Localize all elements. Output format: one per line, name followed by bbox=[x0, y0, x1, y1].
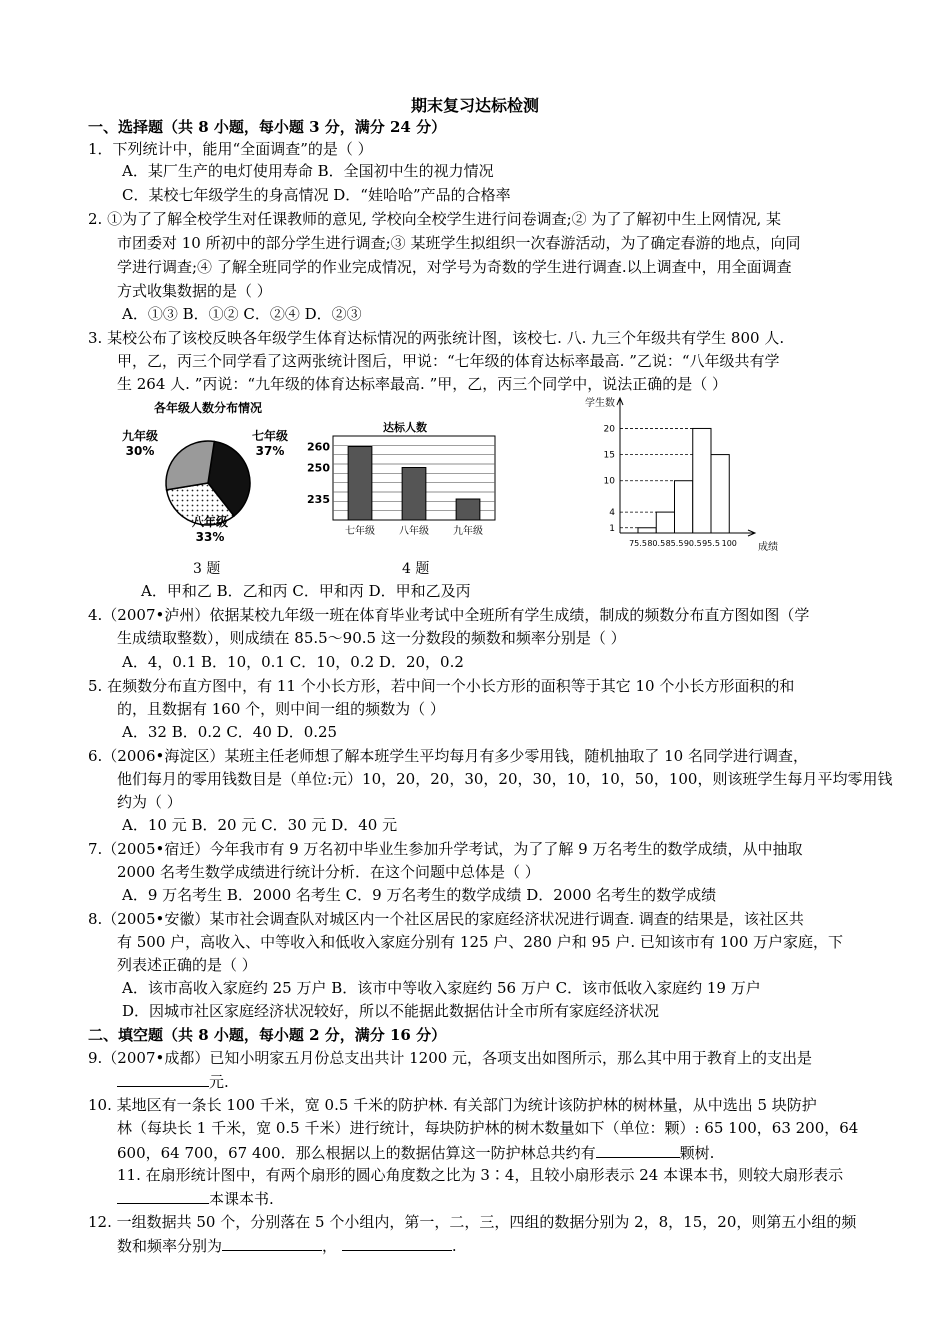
histogram-y-tick: 10 bbox=[603, 476, 615, 487]
q12-blank-2[interactable] bbox=[342, 1234, 452, 1251]
text-line: 2. ①为了了解全校学生对任课教师的意见, 学校向全校学生进行问卷调查;② 为了了解初中生上网情况, 某 bbox=[88, 210, 781, 228]
bar bbox=[348, 447, 372, 521]
pie-slice-label: 九年级 bbox=[121, 429, 159, 443]
text-line: 生成绩取整数），则成绩在 85.5～90.5 这一分数段的频数和频率分别是（ ） bbox=[117, 629, 626, 647]
histogram-bar bbox=[693, 428, 711, 533]
bar bbox=[402, 468, 426, 521]
histogram-bar bbox=[675, 481, 693, 533]
text-line: 他们每月的零用钱数目是（单位:元）10，20，20，30，20，30，10，10，50，100，则该班学生每月平均零用钱 bbox=[117, 770, 893, 788]
text-line: 生 264 人. ”丙说：“九年级的体育达标率最高. ”甲，乙，丙三个同学中，说法正确的是（ ） bbox=[117, 375, 728, 393]
histogram-bar bbox=[711, 455, 729, 533]
pie-title: 各年级人数分布情况 bbox=[153, 401, 263, 415]
text-line: 3. 某校公布了该校反映各年级学生体育达标情况的两张统计图，该校七. 八. 九三个年级共有学生 800 人. bbox=[88, 329, 785, 347]
histogram-y-tick: 1 bbox=[609, 523, 615, 534]
text-line: 约为（ ） bbox=[117, 793, 182, 811]
text-line: 2000 名考生数学成绩进行统计分析．在这个问题中总体是（ ） bbox=[117, 863, 540, 881]
pie-slice-pct: 37% bbox=[255, 444, 285, 458]
pie-slices bbox=[166, 441, 250, 525]
q10-blank[interactable] bbox=[596, 1141, 680, 1158]
text-line: 12. 一组数据共 50 个，分别落在 5 个小组内，第一，二，三，四组的数据分别为 2，8，15，20，则第五小组的频 bbox=[88, 1213, 857, 1231]
bar-y-tick: 250 bbox=[307, 461, 330, 475]
bar-y-tick: 235 bbox=[307, 493, 330, 506]
pie-slice bbox=[166, 441, 214, 490]
pie-chart bbox=[110, 398, 315, 548]
text-line: 市团委对 10 所初中的部分学生进行调查;③ 某班学生拟组织一次春游活动，为了确定春游的地点，向同 bbox=[117, 234, 801, 252]
text-line: 6.（2006•海淀区）某班主任老师想了解本班学生平均每月有多少零用钱，随机抽取了 10 名同学进行调查， bbox=[88, 747, 808, 765]
text-line: A．甲和乙 B．乙和丙 C．甲和丙 D．甲和乙及丙 bbox=[141, 582, 471, 600]
text-line: 7.（2005•宿迁）今年我市有 9 万名初中毕业生参加升学考试，为了了解 9 万名考生的数学成绩，从中抽取 bbox=[88, 840, 803, 858]
text-line: A．4，0.1 B．10，0.1 C．10，0.2 D．20，0.2 bbox=[122, 653, 464, 671]
q9-answer-line: 元. bbox=[117, 1070, 229, 1093]
text-line: D．因城市社区家庭经济状况较好，所以不能据此数据估计全市所有家庭经济状况 bbox=[122, 1002, 660, 1020]
text-line: A．10 元 B．20 元 C．30 元 D．40 元 bbox=[122, 816, 398, 834]
section-heading: 二、填空题（共 8 小题，每小题 2 分，满分 16 分） bbox=[88, 1026, 447, 1044]
bar bbox=[456, 499, 480, 520]
text-line: A．9 万名考生 B．2000 名考生 C．9 万名考生的数学成绩 D．2000 名考生的数学成绩 bbox=[122, 886, 717, 904]
fig4-caption: 4 题 bbox=[402, 561, 430, 577]
bar-y-tick: 260 bbox=[307, 440, 330, 454]
text-line: 列表述正确的是（ ） bbox=[117, 956, 257, 974]
text-line: A．①③ B．①② C．②④ D．②③ bbox=[122, 305, 362, 323]
text-line: 8.（2005•安徽）某市社会调查队对城区内一个社区居民的家庭经济状况进行调查. 调查的结果是，该社区共 bbox=[88, 910, 804, 928]
q11-answer-line: 本课本书. bbox=[117, 1187, 274, 1210]
histogram-y-tick: 15 bbox=[603, 450, 615, 461]
histogram-x-tick: 95.5 bbox=[702, 539, 720, 548]
histogram-x-tick: 75.5 bbox=[629, 539, 647, 548]
fig3-caption: 3 题 bbox=[193, 561, 221, 577]
text-line: C．某校七年级学生的身高情况 D．“娃哈哈”产品的合格率 bbox=[122, 186, 511, 204]
bar-x-labels bbox=[345, 524, 483, 537]
pie-slice-pct: 33% bbox=[195, 530, 225, 544]
text-line: 5. 在频数分布直方图中，有 11 个小长方形，若中间一个小长方形的面积等于其它 10 个小长方形面积的和 bbox=[88, 677, 795, 695]
pie-slice-pct: 30% bbox=[125, 444, 155, 458]
q9-blank[interactable] bbox=[117, 1070, 209, 1087]
bar-chart bbox=[305, 414, 505, 546]
histogram-x-tick: 90.5 bbox=[683, 539, 702, 548]
bar-y-ticks bbox=[307, 441, 330, 507]
histogram-ylabel: 学生数 bbox=[585, 398, 615, 409]
bar-marks bbox=[348, 447, 480, 521]
text-line: A．某厂生产的电灯使用寿命 B．全国初中生的视力情况 bbox=[122, 162, 494, 180]
page-title: 期末复习达标检测 bbox=[410, 96, 539, 115]
histogram-y-tick: 4 bbox=[609, 508, 615, 519]
bar-category-label: 七年级 bbox=[345, 526, 375, 537]
text-line: 10. 某地区有一条长 100 千米，宽 0.5 千米的防护林. 有关部门为统计该防护林的树林量，从中选出 5 块防护 bbox=[88, 1096, 817, 1114]
histogram-xlabel: 成绩 bbox=[758, 542, 778, 553]
text-line: 方式收集数据的是（ ） bbox=[117, 282, 272, 300]
histogram-bar bbox=[656, 512, 674, 533]
bar-category-label: 九年级 bbox=[453, 526, 483, 537]
pie-slice-label: 七年级 bbox=[251, 429, 289, 443]
text-line: 有 500 户，高收入、中等收入和低收入家庭分别有 125 户、280 户和 95 户. 已知该市有 100 万户家庭，下 bbox=[117, 933, 844, 951]
pie-slice-label: 八年级 bbox=[191, 515, 229, 529]
q12-blank-1[interactable] bbox=[222, 1234, 322, 1251]
histogram-bar bbox=[638, 528, 656, 533]
histogram-x-tick: 100 bbox=[721, 539, 737, 548]
bar-title: 达标人数 bbox=[383, 421, 427, 434]
text-line: 1．下列统计中，能用“全面调查”的是（ ） bbox=[88, 140, 373, 158]
histogram bbox=[575, 390, 795, 558]
section-heading: 一、选择题（共 8 小题，每小题 3 分，满分 24 分） bbox=[88, 118, 447, 136]
histogram-x-tick: 80.5 bbox=[647, 539, 666, 548]
text-line: A．该市高收入家庭约 25 万户 B．该市中等收入家庭约 56 万户 C．该市低收入家庭约 19 万户 bbox=[122, 979, 761, 997]
text-line: 4.（2007•泸州）依据某校九年级一班在体育毕业考试中全班所有学生成绩，制成的频数分布直方图如图（学 bbox=[88, 606, 810, 624]
q11-blank[interactable] bbox=[117, 1187, 209, 1204]
histogram-x-tick: 85.5 bbox=[665, 539, 684, 548]
text-line: 学进行调查;④ 了解全班同学的作业完成情况，对学号为奇数的学生进行调查.以上调查中，用全面调查 bbox=[117, 258, 792, 276]
q12-answer-line: 数和频率分别为 ， . bbox=[117, 1234, 457, 1257]
histogram-y-tick: 20 bbox=[603, 424, 615, 435]
q10-answer-line: 600，64 700，67 400．那么根据以上的数据估算这一防护林总共约有 颗树. bbox=[117, 1141, 714, 1164]
bar-category-label: 八年级 bbox=[399, 526, 429, 537]
text-line: 的，且数据有 160 个，则中间一组的频数为（ ） bbox=[117, 700, 445, 718]
text-line: A．32 B．0.2 C．40 D．0.25 bbox=[122, 723, 338, 741]
text-line: 9.（2007•成都）已知小明家五月份总支出共计 1200 元，各项支出如图所示，那么其中用于教育上的支出是 bbox=[88, 1049, 813, 1067]
text-line: 11. 在扇形统计图中，有两个扇形的圆心角度数之比为 3∶4，且较小扇形表示 24 本课本书，则较大扇形表示 bbox=[117, 1166, 844, 1184]
text-line: 甲，乙，丙三个同学看了这两张统计图后，甲说：“七年级的体育达标率最高. ”乙说：“八年级共有学 bbox=[117, 352, 780, 370]
text-line: 林（每块长 1 千米，宽 0.5 千米）进行统计，每块防护林的树木数量如下（单位：颗）: 65 100，63 200，64 bbox=[117, 1119, 859, 1137]
